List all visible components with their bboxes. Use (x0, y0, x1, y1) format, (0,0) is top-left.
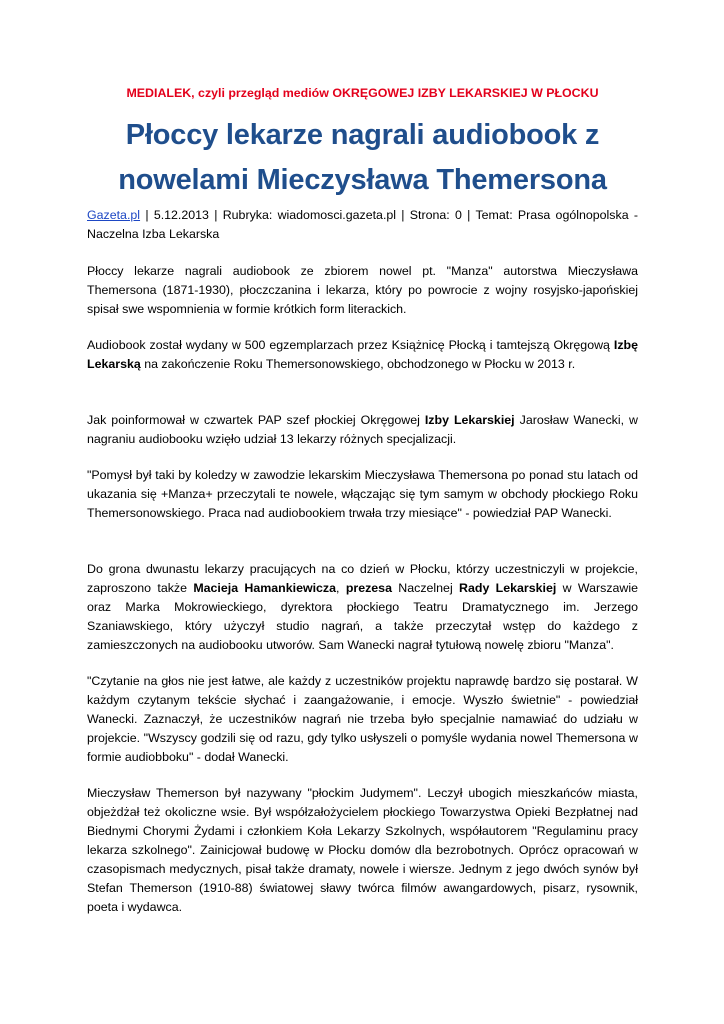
article-title: Płoccy lekarze nagrali audiobook z nowelami Mieczysława Themersona (118, 119, 607, 196)
paragraph-5-bold-name: Macieja Hamankiewicza (193, 581, 337, 595)
paragraph-3-bold-izba: Izby Lekarskiej (424, 413, 515, 427)
paragraph-2-bold-izba: Izbę Lekarską (87, 338, 638, 371)
paragraph-4: "Pomysł był taki by koledzy w zawodzie lekarskim Mieczysława Themersona po ponad stu latach od ukazania się +Manza+ przeczytali te nowele, włączając się tym samym w obchody płockiego Roku Themersonowskiego. Praca nad audiobookiem trwała trzy miesiące" - powiedział PAP Wanecki. (87, 468, 638, 520)
paragraph-5-bold-prezesa: prezesa (345, 581, 392, 595)
paragraph-3-text-a: Jak poinformował w czwartek PAP szef płockiej Okręgowej (87, 413, 425, 427)
paragraph-6: "Czytanie na głos nie jest łatwe, ale każdy z uczestników projektu naprawdę bardzo się postarał. W każdym czytanym tekście słychać i zaangażowanie, i emocje. Wyszło świetnie" - powiedział Wanecki. Zaznaczył, że uczestników nagrań nie trzeba było specjalnie namawiać do udziału w projekcie. "Wszyscy godzili się od razu, gdy tylko usłyszeli o pomyśle wydania nowel Themersona w formie audiobboku" - dodał Wanecki. (87, 674, 638, 764)
paragraph-3-text-c: Jarosław Wanecki, w nagraniu audiobooku wzięło udział 13 lekarzy różnych specjalizacji. (87, 413, 638, 446)
paragraph-5-text-a: Do grona dwunastu lekarzy pracujących na co dzień w Płocku, którzy uczestniczyli w projekcie, zaproszono także (87, 562, 638, 595)
paragraph-2-text-a: Audiobook został wydany w 500 egzemplarzach przez Książnicę Płocką i tamtejszą Okręgową (87, 338, 614, 352)
paragraph-5-text-e: Naczelnej (391, 581, 460, 595)
publication-header: MEDIALEK, czyli przegląd mediów OKRĘGOWEJ IZBY LEKARSKIEJ W PŁOCKU (126, 86, 599, 100)
paragraph-1: Płoccy lekarze nagrali audiobook ze zbiorem nowel pt. "Manza" autorstwa Mieczysława Themersona (1871-1930), płoczczanina i lekarza, który po powrocie z wojny rosyjsko-japońskiej spisał swe wspomnienia w formie krótkich form literackich. (87, 264, 638, 316)
meta-details: | 5.12.2013 | Rubryka: wiadomosci.gazeta.pl | Strona: 0 | Temat: Prasa ogólnopolska - Naczelna Izba Lekarska (87, 208, 638, 241)
paragraph-5-text-g: w Warszawie oraz Marka Mokrowieckiego, dyrektora płockiego Teatru Dramatycznego im. Jerzego Szaniawskiego, który użyczył studio nagrań, a także przeczytał wstęp do każdego z zamieszczonych na audiobooku utworów. Sam Wanecki nagrał tytułową nowelę zbioru "Manza". (87, 581, 639, 652)
paragraph-5-bold-rada: Rady Lekarskiej (459, 581, 557, 595)
paragraph-3 (87, 411, 638, 449)
source-link[interactable]: Gazeta.pl (87, 208, 141, 222)
paragraph-2 (87, 336, 638, 374)
paragraph-5 (87, 560, 638, 655)
article-meta (87, 206, 638, 244)
paragraph-7: Mieczysław Themerson był nazywany "płockim Judymem". Leczył ubogich mieszkańców miasta, objeżdżał też okoliczne wsie. Był współzałożycielem płockiego Towarzystwa Opieki Bezpłatnej nad Biednymi Chorymi Żydami i członkiem Koła Lekarzy Szkolnych, współautorem "Regulaminu pracy lekarza szkolnego". Zainicjował budowę w Płocku domów dla bezrobotnych. Oprócz opracowań w czasopismach medycznych, pisał także dramaty, nowele i wiersze. Jednym z jego dwóch synów był Stefan Themerson (1910-88) światowej sławy twórca filmów awangardowych, pisarz, rysownik, poeta i wydawca. (87, 786, 638, 914)
paragraph-5-text-c: , (336, 581, 346, 595)
paragraph-2-text-c: na zakończenie Roku Themersonowskiego, obchodzonego w Płocku w 2013 r. (140, 357, 576, 371)
